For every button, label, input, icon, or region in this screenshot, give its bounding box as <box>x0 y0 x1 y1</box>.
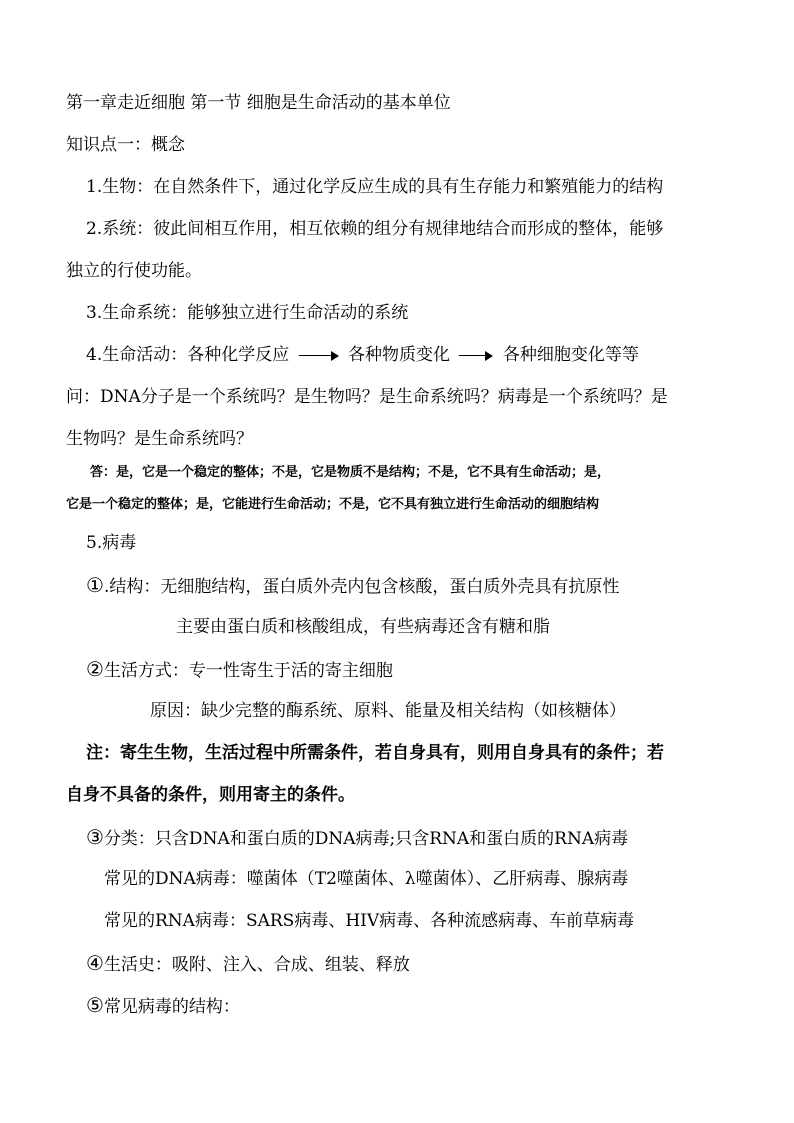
question-line1: 问：DNA分子是一个系统吗？是生物吗？是生命系统吗？病毒是一个系统吗？是 <box>66 387 668 407</box>
circled-number-1: ① <box>86 573 104 597</box>
arrow-icon <box>459 351 493 361</box>
virus-life-history <box>86 952 410 976</box>
virus-classification <box>86 826 628 850</box>
virus-classification-text: 分类：只含DNA和蛋白质的DNA病毒;只含RNA和蛋白质的RNA病毒 <box>103 829 629 849</box>
note-line1: 注：寄生生物，生活过程中所需条件，若自身具有，则用自身具有的条件；若 <box>86 743 664 763</box>
dna-virus-examples: 常见的DNA病毒：噬菌体（T2噬菌体、λ噬菌体）、乙肝病毒、腺病毒 <box>104 869 629 889</box>
virus-lifestyle-reason: 原因：缺少完整的酶系统、原料、能量及相关结构（如核糖体） <box>150 701 626 721</box>
arrow-icon <box>299 351 339 361</box>
rna-virus-examples: 常见的RNA病毒：SARS病毒、HIV病毒、各种流感病毒、车前草病毒 <box>104 911 635 931</box>
virus-structure-note: 主要由蛋白质和核酸组成，有些病毒还含有糖和脂 <box>176 617 550 637</box>
virus-section-title: 5.病毒 <box>86 533 137 553</box>
note-line2: 自身不具备的条件，则用寄主的条件。 <box>66 785 355 805</box>
definition-system-line1: 2.系统：彼此间相互作用，相互依赖的组分有规律地结合而形成的整体，能够 <box>86 219 664 239</box>
virus-lifestyle <box>86 658 393 682</box>
common-virus-structure <box>86 994 240 1018</box>
circled-number-5: ⑤ <box>86 993 104 1017</box>
question-line2: 生物吗？是生命系统吗？ <box>66 429 253 449</box>
definition-organism: 1.生物：在自然条件下，通过化学反应生成的具有生存能力和繁殖能力的结构 <box>86 177 664 197</box>
definition-life-system: 3.生命系统：能够独立进行生命活动的系统 <box>86 303 409 323</box>
life-activity-part2: 各种物质变化 <box>348 345 451 365</box>
answer-line2: 它是一个稳定的整体；是，它能进行生命活动；不是，它不具有独立进行生命活动的细胞结构 <box>66 497 600 512</box>
virus-structure-text: .结构：无细胞结构，蛋白质外壳内包含核酸，蛋白质外壳具有抗原性 <box>103 577 620 597</box>
common-virus-structure-text: 常见病毒的结构： <box>103 997 240 1017</box>
life-activity-part1: 4.生命活动：各种化学反应 <box>86 345 290 365</box>
virus-life-history-text: 生活史：吸附、注入、合成、组装、释放 <box>103 955 410 975</box>
virus-lifestyle-text: 生活方式：专一性寄生于活的寄主细胞 <box>103 661 393 681</box>
virus-structure <box>86 574 619 598</box>
circled-number-3: ③ <box>86 825 104 849</box>
definition-life-activity <box>86 344 639 366</box>
section-title: 知识点一：概念 <box>66 135 185 155</box>
answer-line1: 答：是，它是一个稳定的整体；不是，它是物质不是结构；不是，它不具有生命活动；是， <box>90 465 611 480</box>
definition-system-line2: 独立的行使功能。 <box>66 261 202 281</box>
circled-number-4: ④ <box>86 951 104 975</box>
chapter-heading: 第一章走近细胞 第一节 细胞是生命活动的基本单位 <box>66 93 451 113</box>
circled-number-2: ② <box>86 657 104 681</box>
life-activity-part3: 各种细胞变化等等 <box>502 345 639 365</box>
